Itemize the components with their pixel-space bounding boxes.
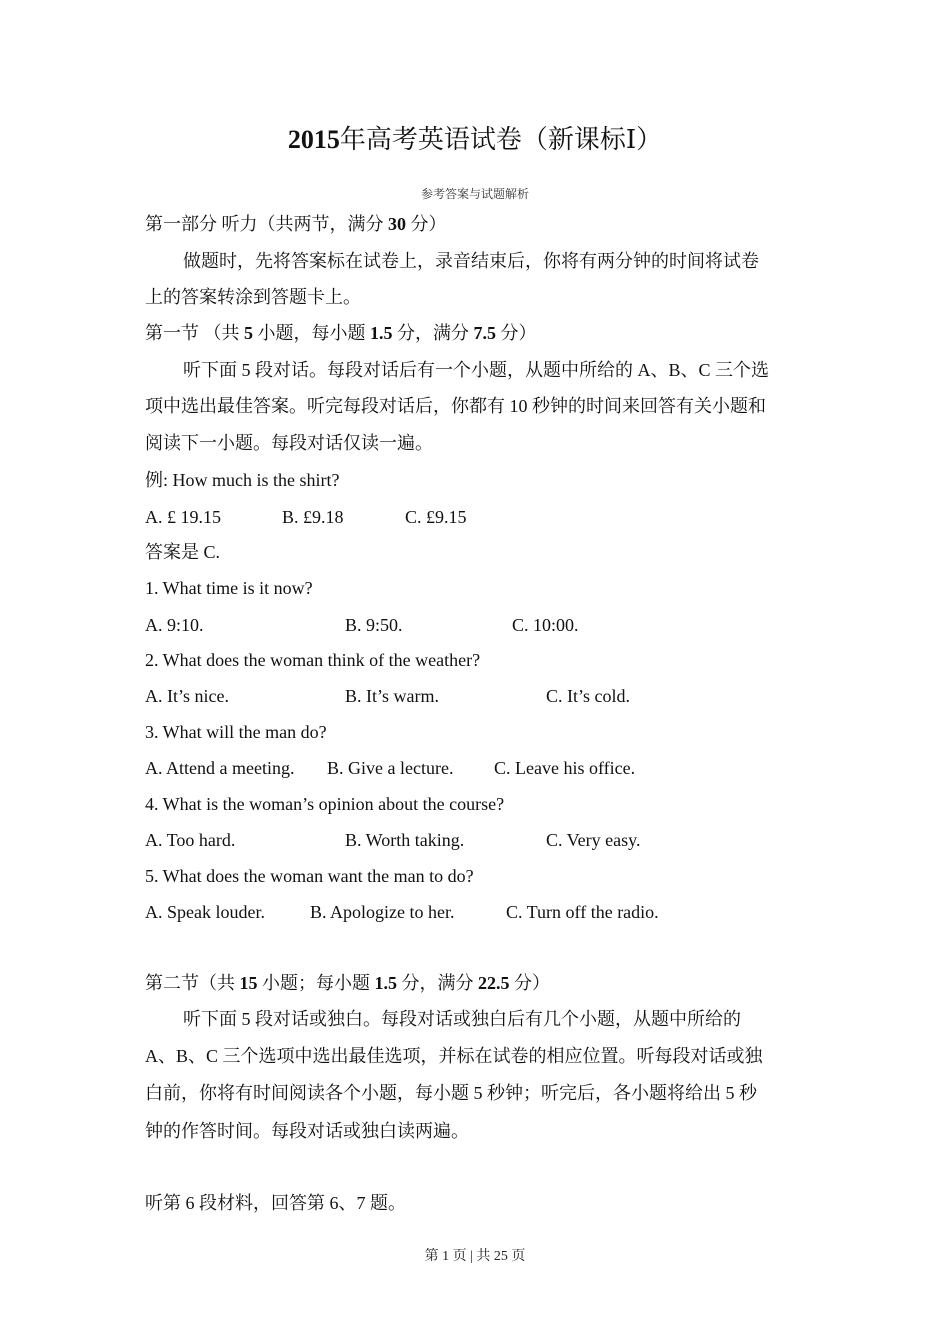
title-text: 年高考英语试卷（新课标Ⅰ）	[339, 125, 663, 154]
option: A. 9:10.	[145, 615, 204, 635]
option: B. It’s warm.	[345, 686, 439, 706]
question: 2. What does the woman think of the weather?	[145, 650, 481, 670]
option: B. £9.18	[282, 507, 344, 527]
option: A. Too hard.	[145, 830, 236, 850]
option: C. Leave his office.	[494, 758, 636, 778]
heading-text: 分）	[509, 973, 550, 993]
option: A. It’s nice.	[145, 686, 229, 706]
question: 4. What is the woman’s opinion about the course?	[145, 794, 505, 814]
heading-number: 15	[239, 973, 258, 993]
part1-text: 分）	[406, 214, 447, 234]
option: B. Give a lecture.	[327, 758, 454, 778]
subtitle: 参考答案与试题解析	[420, 187, 529, 201]
section1-heading	[145, 322, 537, 344]
footer-text: 页 | 共	[449, 1249, 494, 1264]
intro-line: 阅读下一小题。每段对话仅读一遍。	[145, 433, 433, 453]
example-answer: 答案是 C.	[145, 542, 221, 562]
intro-line: 上的答案转涂到答题卡上。	[145, 287, 361, 307]
option: A. Speak louder.	[145, 902, 265, 922]
heading-number: 5	[244, 323, 253, 343]
option: B. Worth taking.	[345, 830, 465, 850]
intro-line: 听下面 5 段对话或独白。每段对话或独白后有几个小题，从题中所给的	[183, 1009, 741, 1029]
section2-heading	[145, 972, 550, 994]
material-6-heading: 听第 6 段材料，回答第 6、7 题。	[145, 1193, 406, 1213]
question: 5. What does the woman want the man to do?	[145, 866, 474, 886]
heading-text: 第二节（共	[145, 973, 240, 993]
part1-score: 30	[388, 214, 406, 234]
intro-line: 项中选出最佳答案。听完每段对话后，你都有 10 秒钟的时间来回答有关小题和	[145, 396, 766, 416]
option: B. 9:50.	[345, 615, 403, 635]
page-footer	[0, 1245, 950, 1265]
heading-text: 小题，每小题	[253, 323, 370, 343]
option: A. Attend a meeting.	[145, 758, 295, 778]
option: C. £9.15	[405, 507, 467, 527]
intro-line: 听下面 5 段对话。每段对话后有一个小题，从题中所给的 A、B、C 三个选	[183, 360, 770, 380]
question: 1. What time is it now?	[145, 578, 313, 598]
intro-line: 做题时，先将答案标在试卷上，录音结束后，你将有两分钟的时间将试卷	[183, 251, 759, 271]
heading-text: 第一节 （共	[145, 323, 244, 343]
option: B. Apologize to her.	[310, 902, 455, 922]
heading-number: 7.5	[473, 323, 496, 343]
option: C. It’s cold.	[546, 686, 630, 706]
question: 3. What will the man do?	[145, 722, 327, 742]
page-total: 25	[493, 1249, 508, 1264]
part1-heading	[145, 213, 447, 235]
option: C. Turn off the radio.	[506, 902, 659, 922]
page-title	[0, 124, 950, 156]
heading-text: 分）	[496, 323, 537, 343]
heading-number: 1.5	[370, 323, 393, 343]
example-question: 例: How much is the shirt?	[145, 470, 340, 490]
option: A. £ 19.15	[145, 507, 221, 527]
heading-text: 分，满分	[397, 973, 478, 993]
intro-line: 钟的作答时间。每段对话或独白读两遍。	[145, 1121, 469, 1141]
intro-line: 白前，你将有时间阅读各个小题，每小题 5 秒钟；听完后，各小题将给出 5 秒	[145, 1083, 757, 1103]
part1-text: 第一部分 听力（共两节，满分	[145, 214, 388, 234]
option: C. 10:00.	[512, 615, 579, 635]
heading-number: 1.5	[374, 973, 397, 993]
intro-line: A、B、C 三个选项中选出最佳选项，并标在试卷的相应位置。听每段对话或独	[145, 1046, 763, 1066]
heading-number: 22.5	[478, 973, 510, 993]
footer-text: 第	[424, 1249, 443, 1264]
page-number: 1	[442, 1249, 450, 1264]
title-year: 2015	[287, 125, 340, 154]
heading-text: 小题；每小题	[257, 973, 375, 993]
footer-text: 页	[507, 1249, 526, 1264]
heading-text: 分，满分	[392, 323, 474, 343]
option: C. Very easy.	[546, 830, 641, 850]
